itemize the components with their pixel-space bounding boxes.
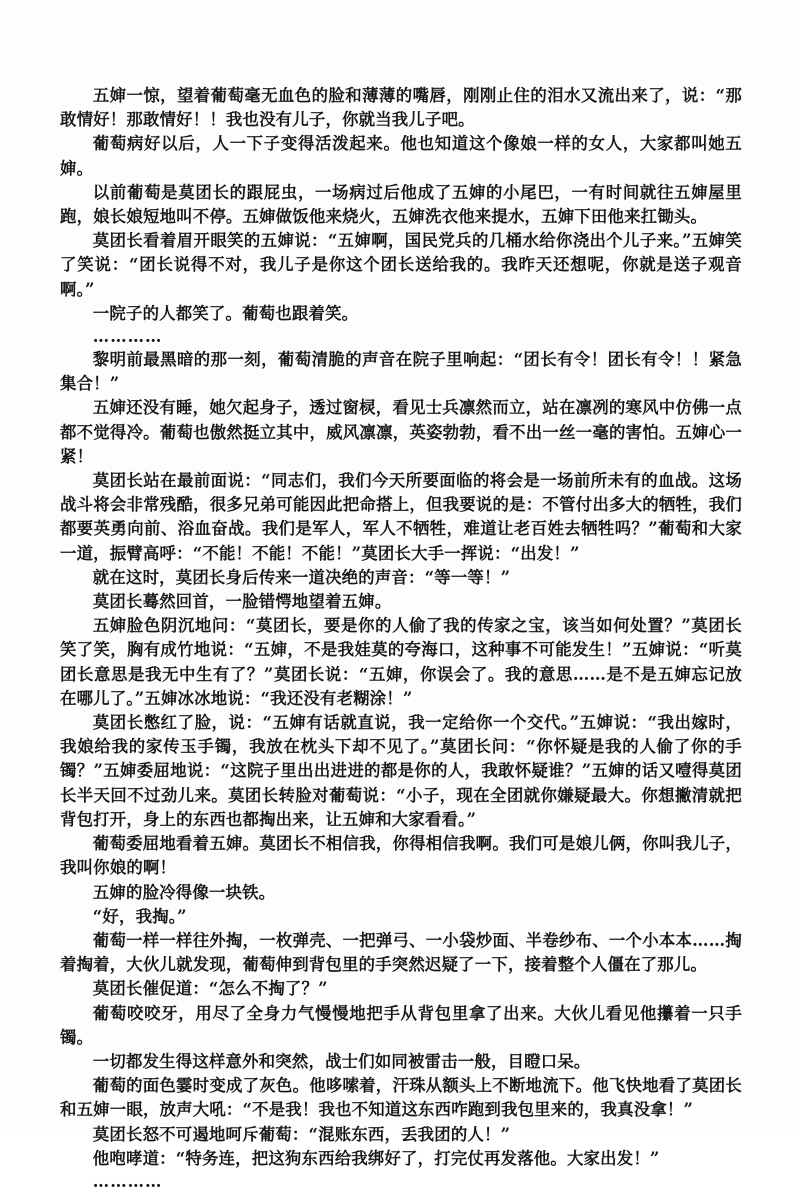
- paragraph-13: 葡萄委屈地看着五婶。莫团长不相信我，你得相信我啊。我们可是娘儿俩，你叫我儿子，我叫你娘的啊！: [60, 834, 742, 878]
- paragraph-18: 葡萄咬咬牙，用尽了全身力气慢慢地把手从背包里拿了出来。大伙儿看见他攥着一只手镯。: [60, 1003, 742, 1047]
- paragraph-9: 就在这时，莫团长身后传来一道决绝的声音：“等一等！”: [92, 567, 511, 587]
- paragraph-1: 五婶一惊，望着葡萄毫无血色的脸和薄薄的嘴唇，刚刚止住的泪水又流出来了，说：“那敢情好！那敢情好！！我也没有儿子，你就当我儿子吧。: [60, 86, 742, 130]
- paragraph-21: 莫团长怒不可遏地呵斥葡萄：“混账东西，丢我团的人！”: [92, 1124, 511, 1144]
- paragraph-10: 莫团长蓦然回首，一脸错愕地望着五婶。: [92, 592, 392, 612]
- paragraph-16: 葡萄一样一样往外掏，一枚弹壳、一把弹弓、一小袋炒面、半卷纱布、一个小本本……掏着掏着，大伙儿就发现，葡萄伸到背包里的手突然迟疑了一下，接着整个人僵在了那儿。: [60, 930, 742, 975]
- story-text: [60, 84, 742, 1193]
- paragraph-12: 莫团长憋红了脸，说：“五婶有话就直说，我一定给你一个交代。”五婶说：“我出嫁时，我娘给我的家传玉手镯，我放在枕头下却不见了。”莫团长问：“你怀疑是我的人偷了你的手镯？”五婶委屈地说：“这院子里出出进进的都是你的人，我敢怀疑谁？”五婶的话又噎得莫团长半天回不过劲儿来。莫团长转脸对葡萄说：“小子，现在全团就你嫌疑最大。你想撇清就把背包打开，身上的东西也都掏出来，让五婶和大家看看。”: [60, 713, 742, 829]
- paragraph-6: 黎明前最黑暗的那一刻，葡萄清脆的声音在院子里响起：“团长有令！团长有令！！紧急集合！”: [60, 350, 742, 394]
- paragraph-5: 一院子的人都笑了。葡萄也跟着笑。: [92, 303, 359, 323]
- paragraph-11: 五婶脸色阴沉地问：“莫团长，要是你的人偷了我的传家之宝，该当如何处置？”莫团长笑了笑，胸有成竹地说：“五婶，不是我娃莫的夸海口，这种事不可能发生！”五婶说：“听莫团长意思是我无中生有了？”莫团长说：“五婶，你误会了。我的意思……是不是五婶忘记放在哪儿了。”五婶冰冰地说：“我还没有老糊涂！”: [60, 616, 742, 708]
- paragraph-17: 莫团长催促道：“怎么不掏了？”: [92, 979, 328, 999]
- paragraph-3: 以前葡萄是莫团长的跟屁虫，一场病过后他成了五婶的小尾巴，一有时间就往五婶屋里跑，娘长娘短地叫不停。五婶做饭他来烧火，五婶洗衣他来提水，五婶下田他来扛锄头。: [60, 182, 742, 227]
- paragraph-15: “好，我掏。”: [92, 906, 187, 926]
- paragraph-4: 莫团长看着眉开眼笑的五婶说：“五婶啊，国民党兵的几桶水给你浇出个儿子来。”五婶笑了笑说：“团长说得不对，我儿子是你这个团长送给我的。我昨天还想呢，你就是送子观音啊。”: [60, 231, 742, 299]
- paragraph-2: 葡萄病好以后，人一下子变得活泼起来。他也知道这个像娘一样的女人，大家都叫她五婶。: [60, 134, 742, 178]
- paragraph-14: 五婶的脸冷得像一块铁。: [92, 882, 276, 902]
- paragraph-22: 他咆哮道：“特务连，把这狗东西给我绑好了，打完仗再发落他。大家出发！”: [92, 1148, 660, 1168]
- paragraph-20: 葡萄的面色霎时变成了灰色。他哆嗦着，汗珠从额头上不断地流下。他飞快地看了莫团长和五婶一眼，放声大吼：“不是我！我也不知道这东西咋跑到我包里来的，我真没拿！”: [60, 1076, 742, 1120]
- paragraph-7: 五婶还没有睡，她欠起身子，透过窗棂，看见士兵凛然而立，站在凛冽的寒风中仿佛一点都不觉得冷。葡萄也傲然挺立其中，威风凛凛，英姿勃勃，看不出一丝一毫的害怕。五婶心一紧！: [60, 398, 742, 466]
- paragraph-8: 莫团长站在最前面说：“同志们，我们今天所要面临的将会是一场前所未有的血战。这场战斗将会非常残酷，很多兄弟可能因此把命搭上，但我要说的是：不管付出多大的牺牲，我们都要英勇向前、浴血奋战。我们是军人，军人不牺牲，难道让老百姓去牺牲吗？”葡萄和大家一道，振臂高呼：“不能！不能！不能！”莫团长大手一挥说：“出发！”: [60, 471, 742, 563]
- ellipsis-separator-1: …………: [92, 327, 163, 347]
- ellipsis-separator-2: …………: [92, 1171, 163, 1191]
- paragraph-19: 一切都发生得这样意外和突然，战士们如同被雷击一般，目瞪口呆。: [92, 1051, 591, 1071]
